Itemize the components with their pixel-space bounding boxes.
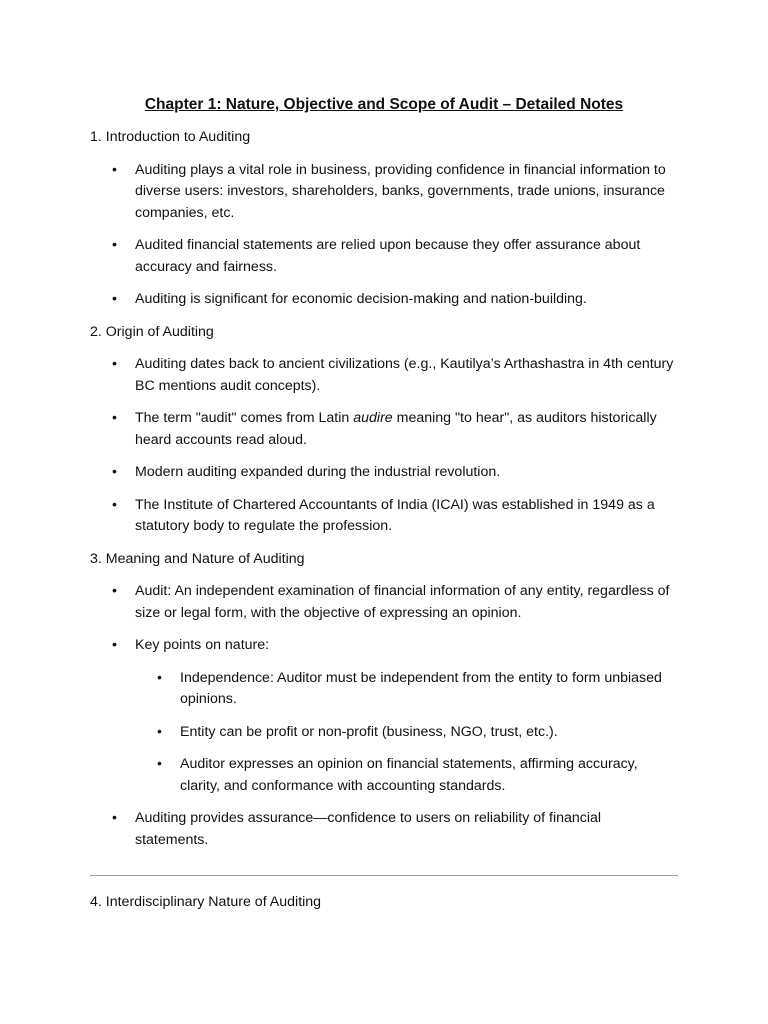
bullet-list-introduction: [90, 160, 678, 311]
list-item: • The Institute of Chartered Accountants of India (ICAI) was established in 1949 as a statutory body to regulate the profession.: [90, 495, 678, 538]
sub-bullet-list-nature: [135, 668, 678, 798]
section-heading-origin: 2. Origin of Auditing: [90, 323, 214, 340]
document-title: Chapter 1: Nature, Objective and Scope of Audit – Detailed Notes: [144, 96, 624, 113]
emphasized-term: audire: [353, 410, 393, 426]
list-item: • Auditing is significant for economic decision-making and nation-building.: [90, 289, 678, 311]
list-item: • Audited financial statements are relied upon because they offer assurance about accuracy and fairness.: [90, 235, 678, 278]
section-heading-meaning: 3. Meaning and Nature of Auditing: [90, 550, 305, 567]
sub-list-item: • Independence: Auditor must be independent from the entity to form unbiased opinions.: [135, 668, 678, 711]
document-page: [90, 94, 678, 925]
section-heading-interdisciplinary: 4. Interdisciplinary Nature of Auditing: [90, 894, 322, 910]
list-item: • Auditing plays a vital role in business, providing confidence in financial information to diverse users: investors, shareholders, banks, governments, trade unions, insurance companies, etc.: [90, 160, 678, 225]
bullet-list-meaning: [90, 581, 678, 851]
list-item: • Modern auditing expanded during the industrial revolution.: [90, 462, 678, 484]
bullet-list-origin: [90, 354, 678, 538]
list-item: • Audit: An independent examination of financial information of any entity, regardless of size or legal form, with the objective of expressing an opinion.: [90, 581, 678, 624]
list-item-text: Key points on nature:: [135, 637, 270, 653]
sub-list-item: • Auditor expresses an opinion on financial statements, affirming accuracy, clarity, and conformance with accounting standards.: [135, 754, 678, 797]
list-item: [90, 408, 678, 451]
list-item: [90, 635, 678, 797]
list-item: • Auditing dates back to ancient civilizations (e.g., Kautilya’s Arthashastra in 4th century BC mentions audit concepts).: [90, 354, 678, 397]
list-item-text: The term "audit" comes from Latin: [135, 410, 354, 426]
sub-list-item: • Entity can be profit or non-profit (business, NGO, trust, etc.).: [135, 722, 678, 744]
list-item-text: meaning "to hear", as auditors historically heard accounts read aloud.: [135, 410, 657, 448]
section-heading-introduction: 1. Introduction to Auditing: [90, 129, 251, 145]
horizontal-divider: [90, 875, 678, 876]
list-item: • Auditing provides assurance—confidence to users on reliability of financial statements.: [90, 808, 678, 851]
